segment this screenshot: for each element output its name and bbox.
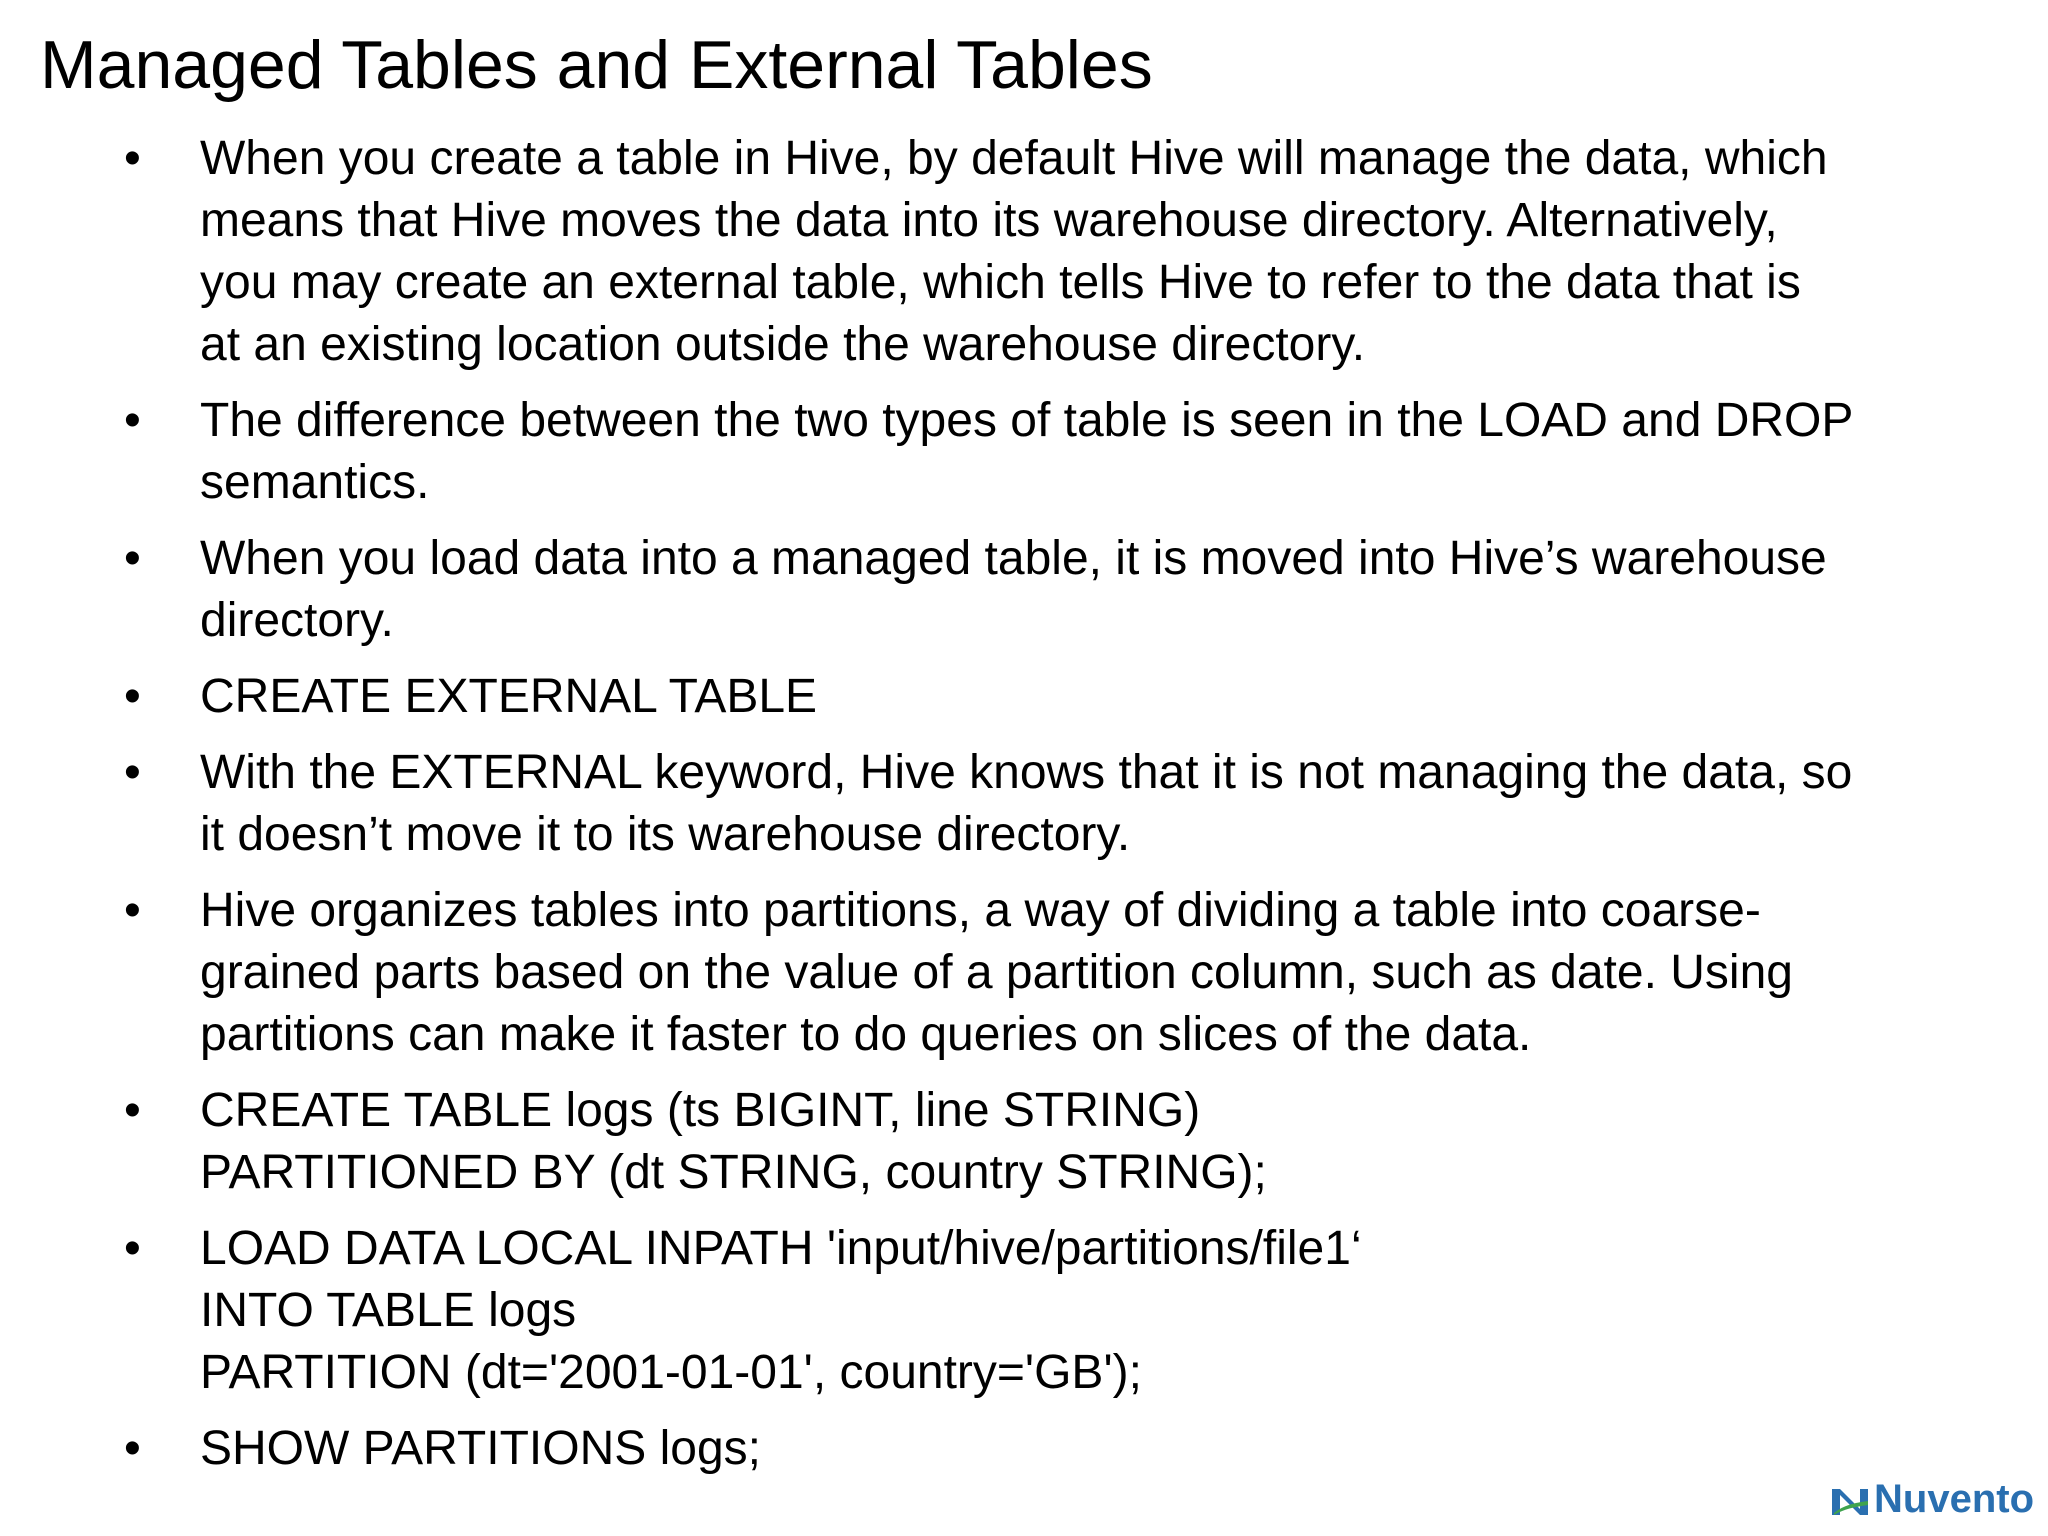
bullet-item [120,880,2000,1066]
bullet-text [200,742,2000,866]
bullet-point-icon: • [124,670,141,723]
bullet-line: When you create a table in Hive, by default Hive will manage the data, which [200,132,1828,185]
bullet-text [200,1218,2000,1404]
bullet-point-icon: • [124,1222,141,1275]
bullet-line: When you load data into a managed table, it is moved into Hive’s warehouse [200,532,1827,585]
bullet-item [120,742,2000,866]
bullet-point-icon: • [124,1422,141,1475]
bullet-line: you may create an external table, which tells Hive to refer to the data that is [200,256,1801,309]
bullet-point-icon: • [124,746,141,799]
nuvento-logo-mark-icon [1830,1483,1870,1517]
logo-text: Nuvento [1874,1477,2034,1521]
bullet-item [120,1218,2000,1404]
bullet-point-icon: • [124,532,141,585]
bullet-point-icon: • [124,884,141,937]
bullet-line: directory. [200,594,394,647]
bullet-point-icon: • [124,394,141,447]
bullet-text [200,880,2000,1066]
bullet-item [120,1418,2000,1480]
bullet-line: With the EXTERNAL keyword, Hive knows that it is not managing the data, so [200,746,1853,799]
bullet-item [120,128,2000,376]
bullet-line: INTO TABLE logs [200,1284,577,1337]
bullet-list [120,128,2000,1494]
bullet-item [120,390,2000,514]
bullet-line: The difference between the two types of table is seen in the LOAD and DROP [200,394,1854,447]
bullet-line: Hive organizes tables into partitions, a way of dividing a table into coarse- [200,884,1761,937]
bullet-line: grained parts based on the value of a partition column, such as date. Using [200,946,1793,999]
bullet-text [200,528,2000,652]
bullet-point-icon: • [124,1084,141,1137]
bullet-item [120,666,2000,728]
bullet-line: it doesn’t move it to its warehouse directory. [200,808,1131,861]
bullet-line: semantics. [200,456,430,509]
bullet-line: CREATE EXTERNAL TABLE [200,670,818,723]
bullet-text [200,1080,2000,1204]
slide-title: Managed Tables and External Tables [40,27,1153,103]
bullet-line: SHOW PARTITIONS logs; [200,1422,761,1475]
bullet-text [200,666,2000,728]
bullet-line: PARTITION (dt='2001-01-01', country='GB'); [200,1346,1142,1399]
nuvento-logo [1830,1477,2034,1522]
bullet-line: CREATE TABLE logs (ts BIGINT, line STRING) [200,1084,1201,1137]
bullet-line: means that Hive moves the data into its warehouse directory. Alternatively, [200,194,1778,247]
bullet-text [200,390,2000,514]
bullet-point-icon: • [124,132,141,185]
bullet-line: LOAD DATA LOCAL INPATH 'input/hive/partitions/file1‘ [200,1222,1362,1275]
bullet-line: partitions can make it faster to do queries on slices of the data. [200,1008,1532,1061]
bullet-line: PARTITIONED BY (dt STRING, country STRING); [200,1146,1267,1199]
bullet-line: at an existing location outside the warehouse directory. [200,318,1366,371]
bullet-item [120,528,2000,652]
bullet-item [120,1080,2000,1204]
bullet-text [200,128,2000,376]
bullet-text [200,1418,2000,1480]
